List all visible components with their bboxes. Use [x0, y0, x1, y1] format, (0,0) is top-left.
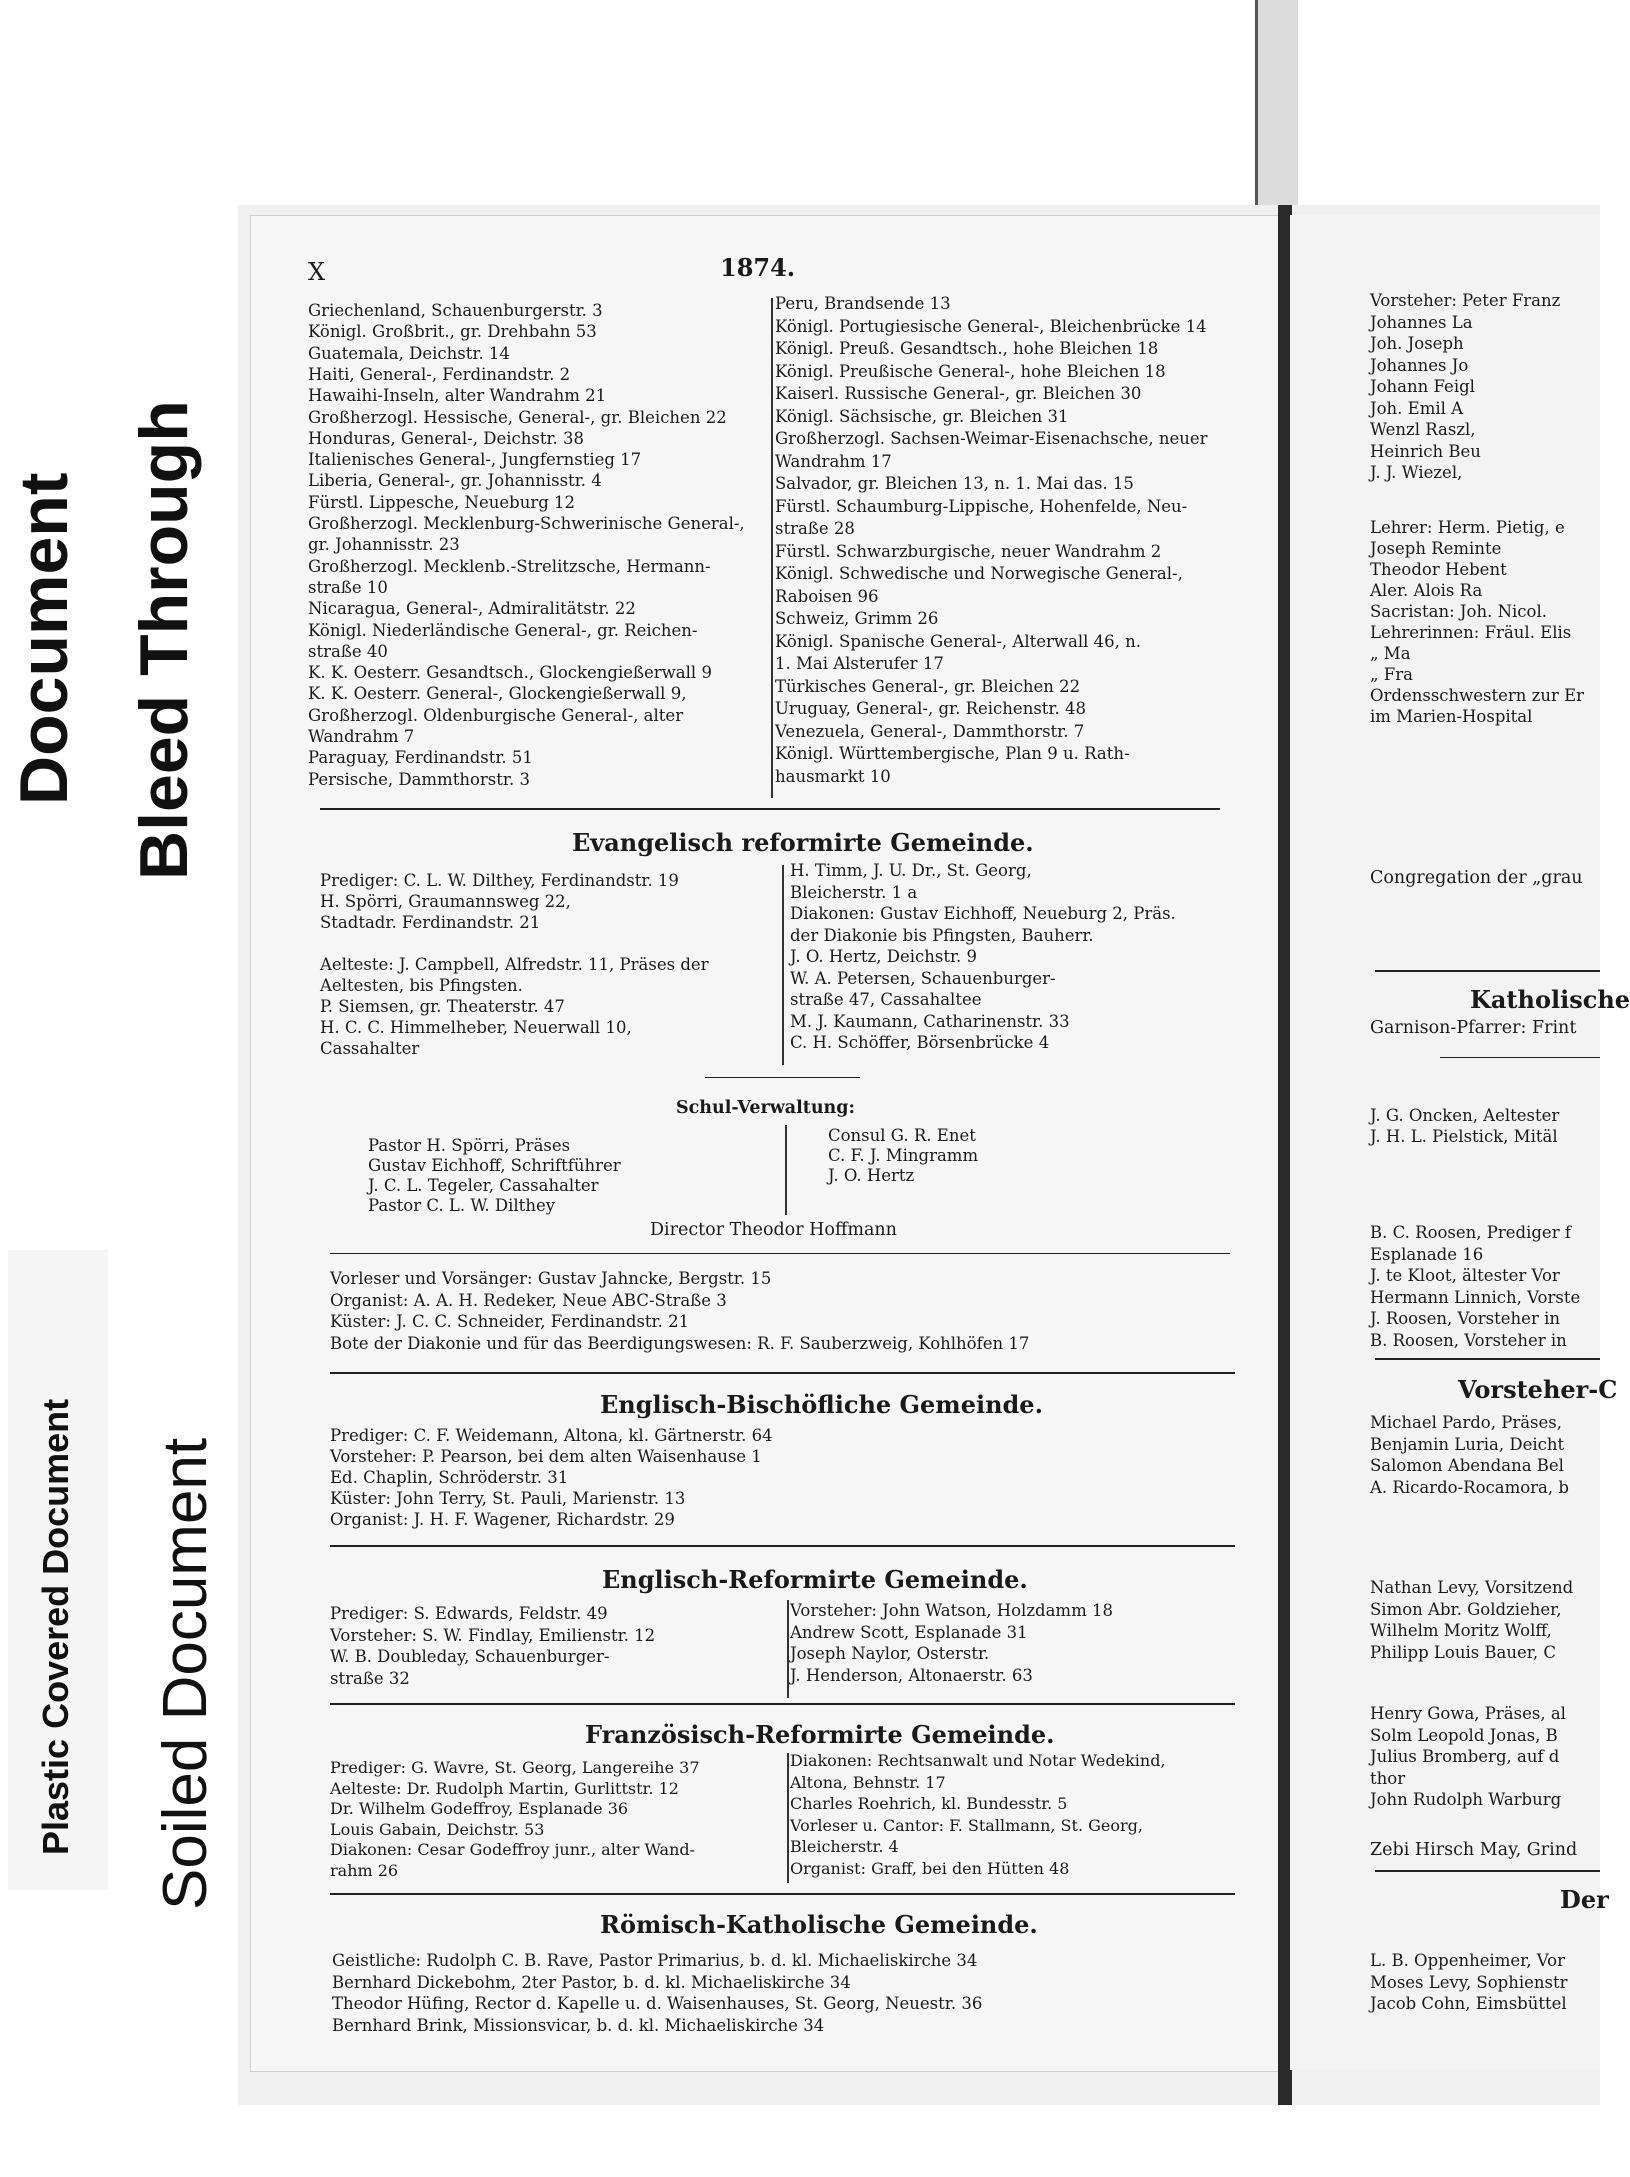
text-line: C. H. Schöffer, Börsenbrücke 4	[790, 1033, 1050, 1052]
text-line: Königl. Preuß. Gesandtsch., hohe Bleichen 18	[775, 339, 1159, 358]
text-line: straße 32	[330, 1668, 410, 1688]
text-line: Aler. Alois Ra	[1370, 581, 1483, 600]
right-rule-3	[1375, 1358, 1600, 1360]
text-line: Heinrich Beu	[1370, 441, 1481, 461]
text-line: Königl. Portugiesische General-, Bleichenbrücke 14	[775, 316, 1207, 336]
text-line: Moses Levy, Sophienstr	[1370, 1972, 1568, 1992]
text-line: Charles Roehrich, kl. Bundesstr. 5	[790, 1794, 1068, 1813]
right-rule-1	[1375, 970, 1600, 972]
text-line: Michael Pardo, Präses,	[1370, 1413, 1563, 1432]
text-line: Wenzl Raszl,	[1370, 420, 1476, 439]
text-line: Esplanade 16	[1370, 1244, 1484, 1264]
text-line: Wilhelm Moritz Wolff,	[1370, 1621, 1552, 1640]
text-line: „ Fra	[1370, 665, 1413, 684]
franz-divider	[787, 1753, 789, 1883]
text-line: Nicaragua, General-, Admiralitätstr. 22	[308, 599, 636, 619]
text-line: hausmarkt 10	[775, 766, 891, 786]
text-line: Bleicherstr. 1 a	[790, 882, 918, 902]
text-line: Peru, Brandsende 13	[775, 294, 951, 313]
text-line: Türkisches General-, gr. Bleichen 22	[775, 676, 1081, 696]
text-line: Haiti, General-, Ferdinandstr. 2	[308, 364, 571, 384]
text-line: Bleicherstr. 4	[790, 1837, 899, 1856]
section-title-schul: Schul-Verwaltung:	[676, 1098, 855, 1118]
text-line: Prediger: G. Wavre, St. Georg, Langereihe 37	[330, 1758, 700, 1777]
text-line: Hawaihi-Inseln, alter Wandrahm 21	[308, 386, 607, 406]
text-line: K. K. Oesterr. Gesandtsch., Glockengießerwall 9	[308, 663, 712, 683]
text-line: H. Timm, J. U. Dr., St. Georg,	[790, 861, 1032, 880]
text-line: W. A. Petersen, Schauenburger-	[790, 968, 1056, 988]
text-line: Altona, Behnstr. 17	[790, 1772, 946, 1792]
text-line: J. J. Wiezel,	[1370, 463, 1463, 482]
text-line: der Diakonie bis Pfingsten, Bauherr.	[790, 925, 1094, 945]
rule-engl-ref	[330, 1703, 1235, 1705]
text-line: J. C. L. Tegeler, Cassahalter	[368, 1176, 599, 1195]
text-line: M. J. Kaumann, Catharinenstr. 33	[790, 1011, 1070, 1031]
text-line: Geistliche: Rudolph C. B. Rave, Pastor Primarius, b. d. kl. Michaeliskirche 34	[332, 1951, 978, 1970]
text-line: gr. Johannisstr. 23	[308, 535, 460, 555]
evang-divider	[782, 865, 784, 1065]
text-line: Liberia, General-, gr. Johannisstr. 4	[308, 471, 602, 491]
text-line: Aeltesten, bis Pfingsten.	[320, 976, 523, 995]
text-line: Großherzogl. Mecklenburg-Schwerinische General-,	[308, 514, 745, 533]
text-line: Großherzogl. Mecklenb.-Strelitzsche, Hermann-	[308, 556, 711, 576]
section-title-engl-ref: Englisch-Reformirte Gemeinde.	[602, 1565, 1028, 1594]
label-plastic-covered: Plastic Covered Document	[35, 1398, 76, 1855]
text-line: Sacristan: Joh. Nicol.	[1370, 602, 1547, 621]
text-line: Großherzogl. Hessische, General-, gr. Bleichen 22	[308, 407, 727, 427]
text-line: K. K. Oesterr. General-, Glockengießerwall 9,	[308, 684, 687, 704]
text-line: H. Spörri, Graumannsweg 22,	[320, 892, 571, 911]
text-line: Ed. Chaplin, Schröderstr. 31	[330, 1468, 569, 1487]
text-line: straße 47, Cassahaltee	[790, 990, 982, 1009]
text-line: Uruguay, General-, gr. Reichenstr. 48	[775, 699, 1086, 718]
schul-director: Director Theodor Hoffmann	[650, 1220, 897, 1240]
text-line: P. Siemsen, gr. Theaterstr. 47	[320, 997, 565, 1016]
text-line: Aelteste: Dr. Rudolph Martin, Gurlittstr. 12	[330, 1778, 679, 1798]
section-title-evang: Evangelisch reformirte Gemeinde.	[572, 828, 1034, 857]
text-line: Königl. Niederländische General-, gr. Reichen-	[308, 620, 698, 640]
right-title-vorsteher: Vorsteher-C	[1458, 1375, 1618, 1404]
section-title-franz: Französisch-Reformirte Gemeinde.	[585, 1720, 1055, 1749]
engl-ref-divider	[787, 1600, 789, 1698]
text-line: Lehrerinnen: Fräul. Elis	[1370, 623, 1572, 642]
right-congregation: Congregation der „grau	[1370, 868, 1583, 888]
text-line: J. O. Hertz, Deichstr. 9	[790, 947, 978, 966]
text-line: Aelteste: J. Campbell, Alfredstr. 11, Präses der	[320, 955, 709, 974]
text-line: Solm Leopold Jonas, B	[1370, 1725, 1558, 1745]
rule-engl-bisch	[330, 1545, 1235, 1547]
text-line: W. B. Doubleday, Schauenburger-	[330, 1647, 610, 1666]
rule-evang-short	[705, 1077, 860, 1078]
text-line: Wandrahm 17	[775, 451, 892, 471]
text-line: Ordensschwestern zur Er	[1370, 686, 1585, 705]
text-line: Stadtadr. Ferdinandstr. 21	[320, 913, 541, 932]
text-line: Theodor Hebent	[1370, 560, 1507, 579]
text-line: J. Roosen, Vorsteher in	[1370, 1309, 1560, 1328]
text-line: Griechenland, Schauenburgerstr. 3	[308, 301, 603, 320]
text-line: Wandrahm 7	[308, 727, 415, 746]
text-line: Königl. Großbrit., gr. Drehbahn 53	[308, 322, 597, 342]
text-line: Johannes La	[1370, 312, 1473, 332]
text-line: Honduras, General-, Deichstr. 38	[308, 428, 585, 448]
rule-schul	[330, 1253, 1230, 1254]
label-soiled: Soiled Document	[151, 1437, 220, 1910]
text-line: Cassahalter	[320, 1039, 420, 1058]
text-line: Julius Bromberg, auf d	[1370, 1747, 1560, 1766]
text-line: Dr. Wilhelm Godeffroy, Esplanade 36	[330, 1799, 629, 1818]
text-line: Königl. Preußische General-, hohe Bleichen 18	[775, 361, 1166, 381]
rule-franz	[330, 1893, 1235, 1895]
text-line: B. C. Roosen, Prediger f	[1370, 1223, 1571, 1242]
text-line: Lehrer: Herm. Pietig, e	[1370, 518, 1565, 537]
text-line: Andrew Scott, Esplanade 31	[790, 1622, 1028, 1642]
text-line: Simon Abr. Goldzieher,	[1370, 1599, 1562, 1619]
text-line: Prediger: C. L. W. Dilthey, Ferdinandstr. 19	[320, 871, 679, 890]
text-line: Jacob Cohn, Eimsbüttel	[1370, 1994, 1567, 2013]
text-line: Joseph Reminte	[1370, 539, 1502, 558]
text-line: Diakonen: Cesar Godeffroy junr., alter Wand-	[330, 1840, 696, 1859]
text-line: Bernhard Brink, Missionsvicar, b. d. kl. Michaeliskirche 34	[332, 2015, 825, 2035]
text-line: Organist: A. A. H. Redeker, Neue ABC-Straße 3	[330, 1290, 727, 1310]
text-line: Bernhard Dickebohm, 2ter Pastor, b. d. kl. Michaeliskirche 34	[332, 1972, 851, 1992]
schul-divider	[785, 1125, 787, 1215]
rule-staff	[330, 1372, 1235, 1374]
text-line: Diakonen: Rechtsanwalt und Notar Wedekind,	[790, 1751, 1166, 1770]
text-line: John Rudolph Warburg	[1370, 1790, 1562, 1809]
text-line: Küster: J. C. C. Schneider, Ferdinandstr. 21	[330, 1312, 690, 1331]
text-line: Pastor H. Spörri, Präses	[368, 1136, 571, 1155]
text-line: straße 28	[775, 519, 855, 538]
text-line: Louis Gabain, Deichstr. 53	[330, 1819, 545, 1839]
text-line: Großherzogl. Sachsen-Weimar-Eisenachsche, neuer	[775, 429, 1208, 448]
right-rule-2	[1440, 1057, 1600, 1058]
right-garnison: Garnison-Pfarrer: Frint	[1370, 1018, 1577, 1038]
text-line: Königl. Sächsische, gr. Bleichen 31	[775, 406, 1069, 426]
text-line: Philipp Louis Bauer, C	[1370, 1642, 1556, 1662]
section-title-engl-bisch: Englisch-Bischöfliche Gemeinde.	[600, 1390, 1043, 1419]
text-line: Venezuela, General-, Dammthorstr. 7	[775, 721, 1085, 741]
text-line: Salomon Abendana Bel	[1370, 1456, 1564, 1475]
right-rule-4	[1375, 1870, 1600, 1872]
text-line: A. Ricardo-Rocamora, b	[1370, 1477, 1569, 1497]
rule-consuls	[320, 808, 1220, 810]
text-line: Kaiserl. Russische General-, gr. Bleichen 30	[775, 384, 1142, 403]
text-line: Henry Gowa, Präses, al	[1370, 1704, 1566, 1723]
text-line: Königl. Württembergische, Plan 9 u. Rath-	[775, 744, 1130, 763]
text-line: Johannes Jo	[1370, 355, 1469, 375]
label-document: Document	[6, 472, 82, 805]
text-line: straße 10	[308, 577, 388, 597]
label-bleed-through: Bleed Through	[126, 400, 202, 880]
text-line: Joseph Naylor, Osterstr.	[790, 1644, 990, 1663]
text-line: im Marien-Hospital	[1370, 707, 1533, 726]
right-zebi: Zebi Hirsch May, Grind	[1370, 1840, 1578, 1860]
text-line: „ Ma	[1370, 644, 1411, 663]
text-line: Fürstl. Schaumburg-Lippische, Hohenfelde, Neu-	[775, 496, 1188, 516]
text-line: thor	[1370, 1768, 1406, 1788]
text-line: rahm 26	[330, 1860, 399, 1880]
text-line: Pastor C. L. W. Dilthey	[368, 1196, 556, 1215]
section-title-roem: Römisch-Katholische Gemeinde.	[600, 1910, 1038, 1939]
text-line: Johann Feigl	[1370, 377, 1475, 396]
text-line: J. Henderson, Altonaerstr. 63	[790, 1665, 1033, 1685]
text-line: Diakonen: Gustav Eichhoff, Neueburg 2, Präs.	[790, 904, 1176, 923]
text-line: Benjamin Luria, Deicht	[1370, 1434, 1565, 1454]
text-line: Consul G. R. Enet	[828, 1126, 976, 1145]
text-line: Organist: Graff, bei den Hütten 48	[790, 1858, 1070, 1878]
text-line: Salvador, gr. Bleichen 13, n. 1. Mai das. 15	[775, 474, 1134, 493]
text-line: Vorsteher: Peter Franz	[1370, 291, 1561, 310]
page-numeral: X	[308, 258, 326, 286]
text-line: straße 40	[308, 641, 388, 661]
text-line: J. H. L. Pielstick, Mitäl	[1370, 1127, 1558, 1146]
text-line: Joh. Emil A	[1370, 398, 1464, 418]
text-line: Königl. Spanische General-, Alterwall 46, n.	[775, 631, 1141, 651]
adjacent-page-edge	[1255, 0, 1298, 210]
text-line: L. B. Oppenheimer, Vor	[1370, 1951, 1565, 1970]
text-line: Schweiz, Grimm 26	[775, 609, 939, 628]
text-line: C. F. J. Mingramm	[828, 1146, 979, 1165]
text-line: Prediger: S. Edwards, Feldstr. 49	[330, 1604, 608, 1623]
text-line: Küster: John Terry, St. Pauli, Marienstr. 13	[330, 1489, 686, 1508]
text-line: Theodor Hüfing, Rector d. Kapelle u. d. Waisenhauses, St. Georg, Neuestr. 36	[332, 1994, 983, 2013]
text-line: J. O. Hertz	[828, 1166, 915, 1185]
text-line: Prediger: C. F. Weidemann, Altona, kl. Gärtnerstr. 64	[330, 1426, 773, 1445]
text-line: Gustav Eichhoff, Schriftführer	[368, 1156, 621, 1175]
text-line: Italienisches General-, Jungfernstieg 17	[308, 450, 642, 470]
text-line: Guatemala, Deichstr. 14	[308, 343, 510, 363]
text-line: Vorsteher: John Watson, Holzdamm 18	[790, 1601, 1113, 1620]
text-line: 1. Mai Alsterufer 17	[775, 654, 944, 673]
right-title-der: Der	[1560, 1885, 1609, 1914]
page-year: 1874.	[720, 253, 796, 282]
right-title-kath: Katholische	[1470, 985, 1630, 1014]
text-line: Vorsteher: P. Pearson, bei dem alten Waisenhause 1	[330, 1447, 762, 1466]
text-line: Vorsteher: S. W. Findlay, Emilienstr. 12	[330, 1625, 656, 1645]
text-line: Joh. Joseph	[1370, 334, 1464, 353]
text-line: J. te Kloot, ältester Vor	[1370, 1266, 1560, 1285]
text-line: H. C. C. Himmelheber, Neuerwall 10,	[320, 1018, 632, 1037]
text-line: Raboisen 96	[775, 586, 879, 606]
text-line: Vorleser u. Cantor: F. Stallmann, St. Georg,	[790, 1815, 1143, 1835]
text-line: Nathan Levy, Vorsitzend	[1370, 1578, 1574, 1597]
text-line: Vorleser und Vorsänger: Gustav Jahncke, Bergstr. 15	[330, 1269, 772, 1288]
text-line: B. Roosen, Vorsteher in	[1370, 1330, 1567, 1350]
text-line: Königl. Schwedische und Norwegische General-,	[775, 564, 1183, 583]
text-line: Organist: J. H. F. Wagener, Richardstr. 29	[330, 1510, 675, 1529]
text-line: Fürstl. Lippesche, Neueburg 12	[308, 492, 576, 512]
text-line: Bote der Diakonie und für das Beerdigungswesen: R. F. Sauberzweig, Kohlhöfen 17	[330, 1333, 1030, 1353]
consuls-column-divider	[771, 298, 773, 798]
text-line: J. G. Oncken, Aeltester	[1370, 1106, 1560, 1125]
text-line: Paraguay, Ferdinandstr. 51	[308, 748, 533, 768]
text-line: Großherzogl. Oldenburgische General-, alter	[308, 705, 684, 725]
text-line: Persische, Dammthorstr. 3	[308, 769, 530, 789]
text-line: Fürstl. Schwarzburgische, neuer Wandrahm 2	[775, 541, 1162, 561]
text-line: Hermann Linnich, Vorste	[1370, 1287, 1581, 1307]
